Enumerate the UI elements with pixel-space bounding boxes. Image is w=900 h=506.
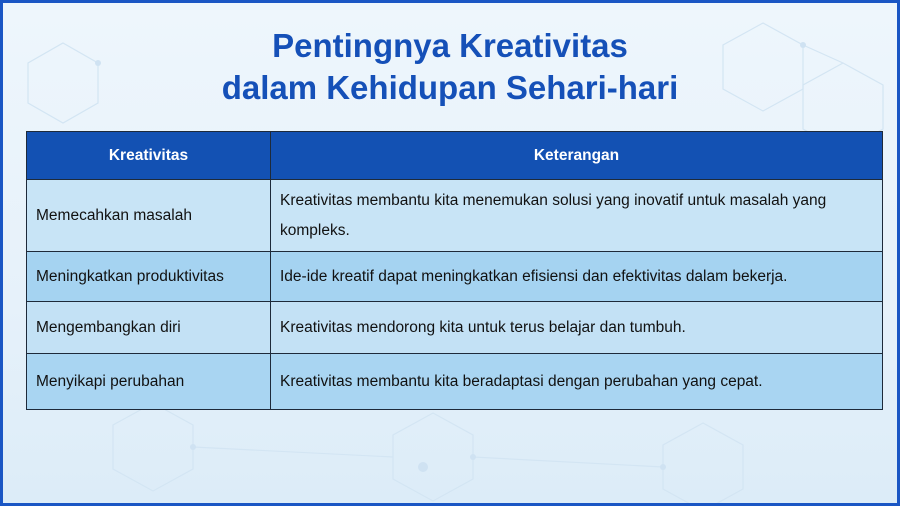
table-row xyxy=(27,180,883,252)
table-row xyxy=(27,354,883,410)
title-line-1: Pentingnya Kreativitas xyxy=(272,27,628,64)
title-line-2: dalam Kehidupan Sehari-hari xyxy=(221,69,679,106)
cell-description: Ide-ide kreatif dapat meningkatkan efisiensi dan efektivitas dalam bekerja. xyxy=(271,252,883,302)
cell-aspect: Mengembangkan diri xyxy=(27,302,271,354)
header-keterangan: Keterangan xyxy=(271,132,883,180)
table-row xyxy=(27,302,883,354)
cell-description: Kreativitas membantu kita menemukan solusi yang inovatif untuk masalah yang kompleks. xyxy=(271,180,883,252)
cell-aspect: Menyikapi perubahan xyxy=(27,354,271,410)
table-header-row xyxy=(27,132,883,180)
cell-description: Kreativitas membantu kita beradaptasi dengan perubahan yang cepat. xyxy=(271,354,883,410)
cell-aspect: Memecahkan masalah xyxy=(27,180,271,252)
cell-description: Kreativitas mendorong kita untuk terus belajar dan tumbuh. xyxy=(271,302,883,354)
page-title xyxy=(3,25,897,109)
creativity-table xyxy=(26,131,882,410)
cell-aspect: Meningkatkan produktivitas xyxy=(27,252,271,302)
header-kreativitas: Kreativitas xyxy=(27,132,271,180)
table-row xyxy=(27,252,883,302)
